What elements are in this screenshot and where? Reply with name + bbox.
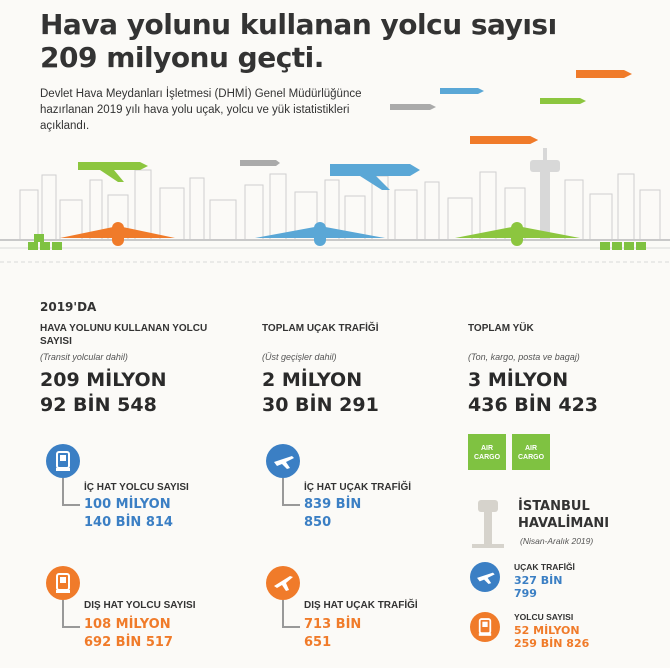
- big-value-line-2: 92 BİN 548: [40, 394, 157, 416]
- stat-label: UÇAK TRAFİĞİ: [514, 562, 575, 572]
- airplane-icon: [470, 562, 500, 592]
- stat-value-line-2: 799: [514, 587, 537, 600]
- stat-label: İÇ HAT YOLCU SAYISI: [84, 482, 189, 493]
- istanbul-airport-title: İSTANBUL HAVALİMANI: [518, 499, 610, 531]
- international-passengers-stat: [46, 566, 246, 666]
- passenger-seat-icon: [46, 566, 80, 600]
- column-note: (Ton, kargo, posta ve bagaj): [468, 352, 580, 362]
- lead-paragraph: Devlet Hava Meydanları İşletmesi (DHMİ) Genel Müdürlüğünce hazırlanan 2019 yılı hava yolu uçak, yolcu ve yük istatistikleri açıklandı.: [40, 88, 362, 132]
- headline-line-1: Hava yolunu kullanan yolcu sayısı: [40, 8, 557, 41]
- istanbul-period: (Nisan-Aralık 2019): [520, 536, 594, 546]
- domestic-flights-stat: [266, 444, 466, 544]
- flying-planes-illustration: [380, 60, 670, 150]
- control-tower-icon: [466, 494, 510, 550]
- international-flights-stat: [266, 566, 466, 666]
- cargo-total-column: [468, 322, 658, 418]
- domestic-passengers-stat: [46, 444, 246, 544]
- stat-label: DIŞ HAT UÇAK TRAFİĞİ: [304, 600, 418, 611]
- column-heading: HAVA YOLUNU KULLANAN YOLCU SAYISI: [40, 323, 208, 347]
- flight-total-column: [262, 322, 452, 418]
- passenger-total-column: [40, 322, 230, 418]
- stat-label: YOLCU SAYISI: [514, 612, 574, 622]
- passenger-seat-icon: [46, 444, 80, 478]
- passenger-seat-icon: [470, 612, 500, 642]
- stat-value-line-2: 850: [304, 515, 332, 530]
- air-cargo-badge: AIR CARGO: [468, 434, 506, 470]
- stat-value-line-2: 140 BİN 814: [84, 515, 173, 530]
- year-label: 2019'DA: [40, 300, 97, 314]
- airplane-icon: [266, 566, 300, 600]
- column-heading: TOPLAM YÜK: [468, 323, 534, 334]
- stat-value-line-1: 327 BİN: [514, 574, 563, 587]
- air-cargo-badge: AIR CARGO: [512, 434, 550, 470]
- headline-line-2: 209 milyonu geçti.: [40, 41, 324, 74]
- big-value-line-1: 209 MİLYON: [40, 369, 167, 391]
- stat-value-line-1: 108 MİLYON: [84, 617, 171, 632]
- stat-value-line-1: 839 BİN: [304, 497, 362, 512]
- column-note: (Transit yolcular dahil): [40, 352, 128, 362]
- stat-value-line-1: 713 BİN: [304, 617, 362, 632]
- istanbul-passengers-stat: [470, 612, 660, 662]
- stat-label: İÇ HAT UÇAK TRAFİĞİ: [304, 482, 412, 493]
- stat-value-line-2: 259 BİN 826: [514, 637, 590, 650]
- stat-value-line-1: 52 MİLYON: [514, 624, 580, 637]
- big-value-line-1: 3 MİLYON: [468, 369, 569, 391]
- stat-value-line-1: 100 MİLYON: [84, 497, 171, 512]
- column-heading: TOPLAM UÇAK TRAFİĞİ: [262, 323, 379, 334]
- stat-value-line-2: 692 BİN 517: [84, 635, 173, 650]
- big-value-line-1: 2 MİLYON: [262, 369, 363, 391]
- airplane-icon: [266, 444, 300, 478]
- stat-label: DIŞ HAT YOLCU SAYISI: [84, 600, 196, 611]
- istanbul-flights-stat: [470, 562, 660, 610]
- big-value-line-2: 30 BİN 291: [262, 394, 379, 416]
- stat-value-line-2: 651: [304, 635, 332, 650]
- column-note: (Üst geçişler dahil): [262, 352, 337, 362]
- big-value-line-2: 436 BİN 423: [468, 394, 599, 416]
- airport-skyline-illustration: [0, 130, 670, 290]
